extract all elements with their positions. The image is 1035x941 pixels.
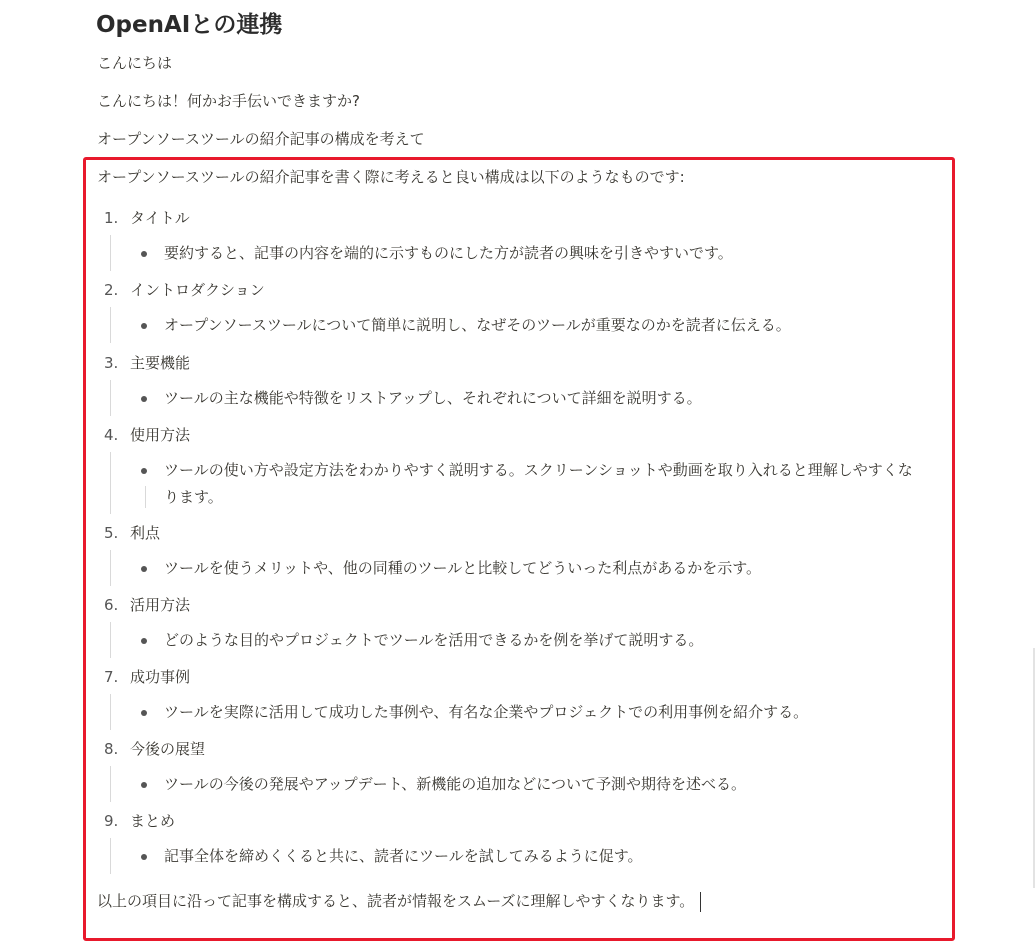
bullet-icon bbox=[141, 468, 147, 474]
user-message-greeting: こんにちは bbox=[97, 54, 173, 72]
list-item-heading: 活用方法 bbox=[130, 596, 191, 614]
list-item-detail-9: 記事全体を締めくくると共に、読者にツールを試してみるように促す。 bbox=[141, 843, 921, 870]
bullet-icon bbox=[141, 566, 147, 572]
list-item-8 bbox=[104, 738, 205, 760]
list-item-heading: 成功事例 bbox=[130, 668, 191, 686]
page-title: OpenAIとの連携 bbox=[96, 12, 283, 38]
indent-guide bbox=[110, 380, 111, 416]
indent-guide bbox=[110, 452, 111, 514]
list-item-2 bbox=[104, 279, 265, 301]
list-item-detail-1: 要約すると、記事の内容を端的に示すものにした方が読者の興味を引きやすいです。 bbox=[141, 240, 921, 267]
list-item-9 bbox=[104, 810, 175, 832]
list-item-heading: タイトル bbox=[130, 209, 190, 227]
bullet-icon bbox=[141, 251, 147, 257]
response-conclusion[interactable]: 以上の項目に沿って記事を構成すると、読者が情報をスムーズに理解しやすくなります。 bbox=[97, 890, 701, 912]
list-item-heading: 利点 bbox=[130, 524, 161, 542]
list-item-heading: 主要機能 bbox=[130, 354, 191, 372]
list-item-number: 5. bbox=[104, 524, 119, 542]
bullet-icon bbox=[141, 782, 147, 788]
indent-guide bbox=[110, 307, 111, 343]
list-item-number: 3. bbox=[104, 354, 119, 372]
list-item-number: 1. bbox=[104, 209, 119, 227]
bullet-icon bbox=[141, 710, 147, 716]
list-item-number: 6. bbox=[104, 596, 119, 614]
list-item-detail-3: ツールの主な機能や特徴をリストアップし、それぞれについて詳細を説明する。 bbox=[141, 385, 921, 412]
list-item-4 bbox=[104, 424, 190, 446]
list-item-heading: 今後の展望 bbox=[130, 740, 206, 758]
list-item-number: 2. bbox=[104, 281, 119, 299]
indent-guide bbox=[110, 766, 111, 802]
response-intro: オープンソースツールの紹介記事を書く際に考えると良い構成は以下のようなものです: bbox=[97, 168, 685, 186]
list-item-heading: イントロダクション bbox=[130, 281, 265, 299]
user-message-request: オープンソースツールの紹介記事の構成を考えて bbox=[97, 130, 425, 148]
list-item-detail-8: ツールの今後の発展やアップデート、新機能の追加などについて予測や期待を述べる。 bbox=[141, 771, 921, 798]
list-item-number: 7. bbox=[104, 668, 119, 686]
list-item-detail-2: オープンソースツールについて簡単に説明し、なぜそのツールが重要なのかを読者に伝える。 bbox=[141, 312, 921, 339]
list-item-5 bbox=[104, 522, 160, 544]
list-item-number: 9. bbox=[104, 812, 119, 830]
list-item-heading: 使用方法 bbox=[130, 426, 191, 444]
list-item-detail-7: ツールを実際に活用して成功した事例や、有名な企業やプロジェクトでの利用事例を紹介する。 bbox=[141, 699, 921, 726]
highlight-frame bbox=[83, 157, 955, 941]
bullet-icon bbox=[141, 323, 147, 329]
text-cursor bbox=[700, 892, 701, 912]
indent-guide bbox=[110, 838, 111, 874]
list-item-number: 8. bbox=[104, 740, 119, 758]
list-item-detail-4: ツールの使い方や設定方法をわかりやすく説明する。スクリーンショットや動画を取り入れると理解しやすくなります。 bbox=[141, 457, 921, 511]
assistant-message-greeting: こんにちは！何かお手伝いできますか? bbox=[97, 92, 360, 110]
bullet-icon bbox=[141, 396, 147, 402]
list-item-detail-5: ツールを使うメリットや、他の同種のツールと比較してどういった利点があるかを示す。 bbox=[141, 555, 921, 582]
list-item-1 bbox=[104, 207, 190, 229]
list-item-3 bbox=[104, 352, 190, 374]
indent-guide bbox=[110, 550, 111, 586]
indent-guide bbox=[110, 622, 111, 658]
list-item-detail-6: どのような目的やプロジェクトでツールを活用できるかを例を挙げて説明する。 bbox=[141, 627, 921, 654]
bullet-icon bbox=[141, 854, 147, 860]
list-item-7 bbox=[104, 666, 190, 688]
indent-guide bbox=[110, 694, 111, 730]
list-item-number: 4. bbox=[104, 426, 119, 444]
bullet-icon bbox=[141, 638, 147, 644]
indent-guide bbox=[110, 235, 111, 271]
list-item-6 bbox=[104, 594, 190, 616]
list-item-heading: まとめ bbox=[130, 812, 176, 830]
